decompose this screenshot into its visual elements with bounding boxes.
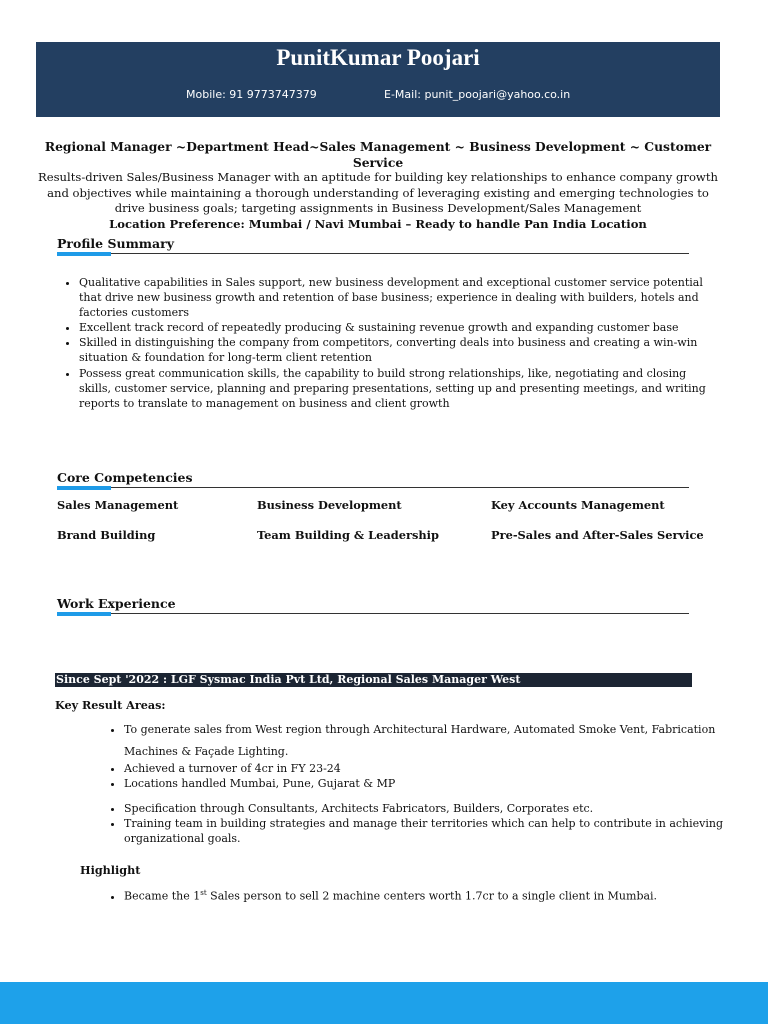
list-item: • Skilled in distinguishing the company from competitors, converting deals into business and creating a win-win situation & foundation for long-term client retention xyxy=(79,335,719,365)
core-competencies-heading xyxy=(57,470,689,490)
competency-item: Brand Building xyxy=(57,528,156,542)
list-item: • Excellent track record of repeatedly producing & sustaining revenue growth and expanding customer base xyxy=(79,320,719,335)
kra-list xyxy=(102,801,724,846)
highlight-list xyxy=(102,886,724,904)
highlight-text-post: Sales person to sell 2 machine centers worth 1.7cr to a single client in Mumbai. xyxy=(206,889,658,903)
list-item: • Locations handled Mumbai, Pune, Gujarat & MP xyxy=(124,776,724,791)
footer-band xyxy=(0,982,768,1024)
section-title: Work Experience xyxy=(57,596,176,611)
resume-header xyxy=(36,42,720,117)
work-experience-heading xyxy=(57,596,689,616)
list-item: • Training team in building strategies and manage their territories which can help to contribute in achieving organizational goals. xyxy=(124,816,724,846)
kra-title: Key Result Areas: xyxy=(55,698,166,712)
list-item: • Qualitative capabilities in Sales support, new business development and exceptional customer service potential that drive new business growth and retention of base business; experience in dealing with builders, hotels and factories customers xyxy=(79,275,719,320)
kra-list xyxy=(102,722,724,745)
section-rule xyxy=(57,253,689,254)
section-accent xyxy=(57,252,111,256)
mobile-number: Mobile: 91 9773747379 xyxy=(186,88,317,101)
kra-continuation: Machines & Façade Lighting. xyxy=(124,745,289,758)
highlight-superscript: st xyxy=(200,889,207,897)
list-item xyxy=(124,886,724,904)
section-accent xyxy=(57,486,111,490)
section-rule xyxy=(57,487,689,488)
list-item: • Possess great communication skills, the capability to build strong relationships, like, negotiating and closing skills, customer service, planning and preparing presentations, setting up and presenting meetings, and writing reports to translate to management on business and client growth xyxy=(79,366,719,411)
highlight-title: Highlight xyxy=(80,863,141,877)
kra-list xyxy=(102,761,724,791)
headline-block xyxy=(36,139,720,233)
competency-item: Business Development xyxy=(257,498,402,512)
section-accent xyxy=(57,612,111,616)
location-preference: Location Preference: Mumbai / Navi Mumbai – Ready to handle Pan India Location xyxy=(109,216,647,231)
job-role-bar: Since Sept '2022 : LGF Sysmac India Pvt Ltd, Regional Sales Manager West xyxy=(55,673,692,687)
competency-item: Team Building & Leadership xyxy=(257,528,439,542)
list-item: • Specification through Consultants, Architects Fabricators, Builders, Corporates etc. xyxy=(124,801,724,816)
list-item: • Achieved a turnover of 4cr in FY 23-24 xyxy=(124,761,724,776)
section-title: Profile Summary xyxy=(57,236,174,251)
list-item: • To generate sales from West region through Architectural Hardware, Automated Smoke Vent, Fabrication xyxy=(124,722,724,737)
section-title: Core Competencies xyxy=(57,470,193,485)
competency-item: Pre-Sales and After-Sales Service xyxy=(491,528,704,542)
headline-title: Regional Manager ~Department Head~Sales Management ~ Business Development ~ Customer Service xyxy=(44,139,712,170)
profile-summary-heading xyxy=(57,236,689,256)
competency-item: Key Accounts Management xyxy=(491,498,665,512)
profile-summary-list xyxy=(57,275,719,411)
section-rule xyxy=(57,613,689,614)
highlight-text-pre: Became the 1 xyxy=(124,889,201,903)
headline-summary: Results-driven Sales/Business Manager with an aptitude for building key relationships to enhance company growth and objectives while maintaining a thorough understanding of leveraging existing and emerging technologies to drive business goals; targeting assignments in Business Development/Sales Management xyxy=(38,170,718,216)
candidate-name: PunitKumar Poojari xyxy=(276,45,480,70)
email-address: E-Mail: punit_poojari@yahoo.co.in xyxy=(384,88,571,101)
competency-item: Sales Management xyxy=(57,498,179,512)
